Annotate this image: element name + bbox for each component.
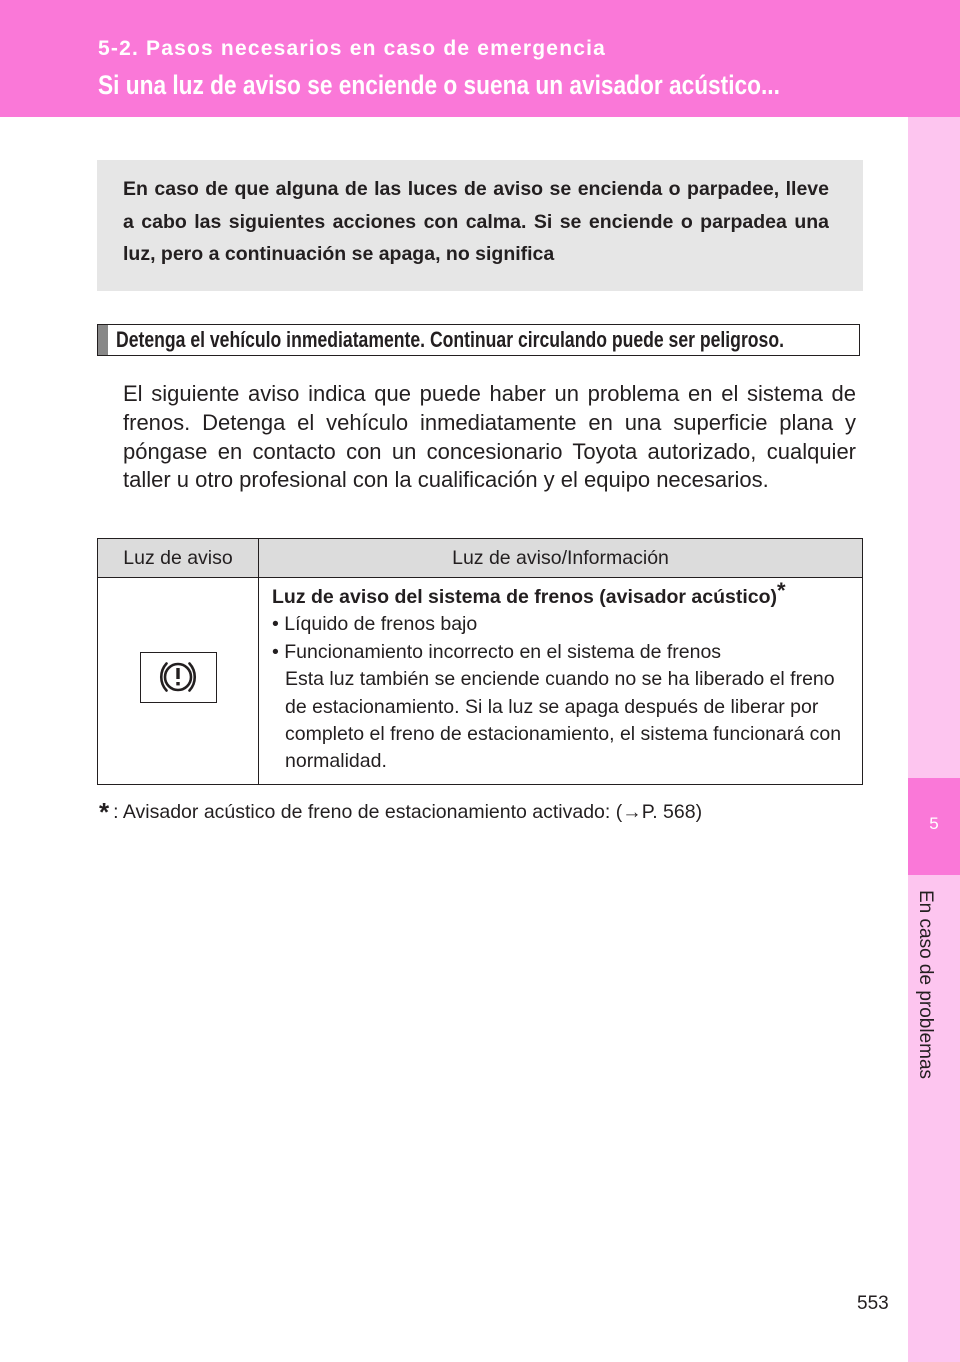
warning-info-cell [259, 578, 863, 785]
footnote-text: : Avisador acústico de freno de estacionamiento activado: (→P. 568) [113, 801, 703, 823]
chapter-side-strip [908, 117, 960, 1362]
chapter-number: 5 [929, 814, 939, 833]
brake-warning-icon [140, 652, 217, 703]
warning-title [272, 577, 852, 611]
chapter-tab [908, 778, 960, 875]
table-header-info: Luz de aviso/Información [259, 539, 863, 578]
warning-subheading [97, 324, 860, 356]
section-label: 5-2. Pasos necesarios en caso de emergencia [98, 37, 607, 60]
info-note: Esta luz también se enciende cuando no se ha liberado el freno de estacionamiento. Si la luz se apaga después de liberar por completo el freno de estacionamiento, el sistema funcionará con normalidad. [285, 668, 842, 773]
subheading-accent-bar [98, 325, 108, 355]
warning-title-text: Luz de aviso del sistema de frenos (avisador acústico) [272, 586, 778, 608]
footnote-marker: * [777, 577, 786, 603]
intro-box [97, 160, 863, 291]
warning-light-table [97, 538, 863, 785]
intro-text: En caso de que alguna de las luces de aviso se encienda o parpadee, lleve a cabo las siguientes acciones con calma. Si se enciende o parpadea una luz, pero a continuación se apaga, no significa [123, 178, 829, 265]
page-title: Si una luz de aviso se enciende o suena un avisador acústico... [98, 70, 780, 100]
table-row [98, 578, 863, 785]
info-bullet-low-fluid: • Líquido de frenos bajo [272, 613, 478, 636]
table-header-row [98, 539, 863, 578]
chapter-title: En caso de problemas [915, 890, 936, 1080]
warning-light-cell [98, 578, 259, 785]
footnote [99, 794, 702, 825]
table-header-light: Luz de aviso [98, 539, 259, 578]
page-header [0, 0, 960, 117]
footnote-star: * [99, 797, 110, 827]
info-bullet-malfunction: • Funcionamiento incorrecto en el sistema de frenos [272, 640, 722, 663]
body-paragraph: El siguiente aviso indica que puede haber un problema en el sistema de frenos. Detenga el vehículo inmediatamente en una superficie plana y póngase en contacto con un concesionario Toyota autorizado, cualquier taller u otro profesional con la cualificación y el equipo necesarios. [123, 381, 856, 493]
page-number: 553 [857, 1293, 889, 1314]
brake-warning-svg [141, 653, 215, 701]
subheading-text: Detenga el vehículo inmediatamente. Continuar circulando puede ser peligroso. [116, 327, 784, 352]
